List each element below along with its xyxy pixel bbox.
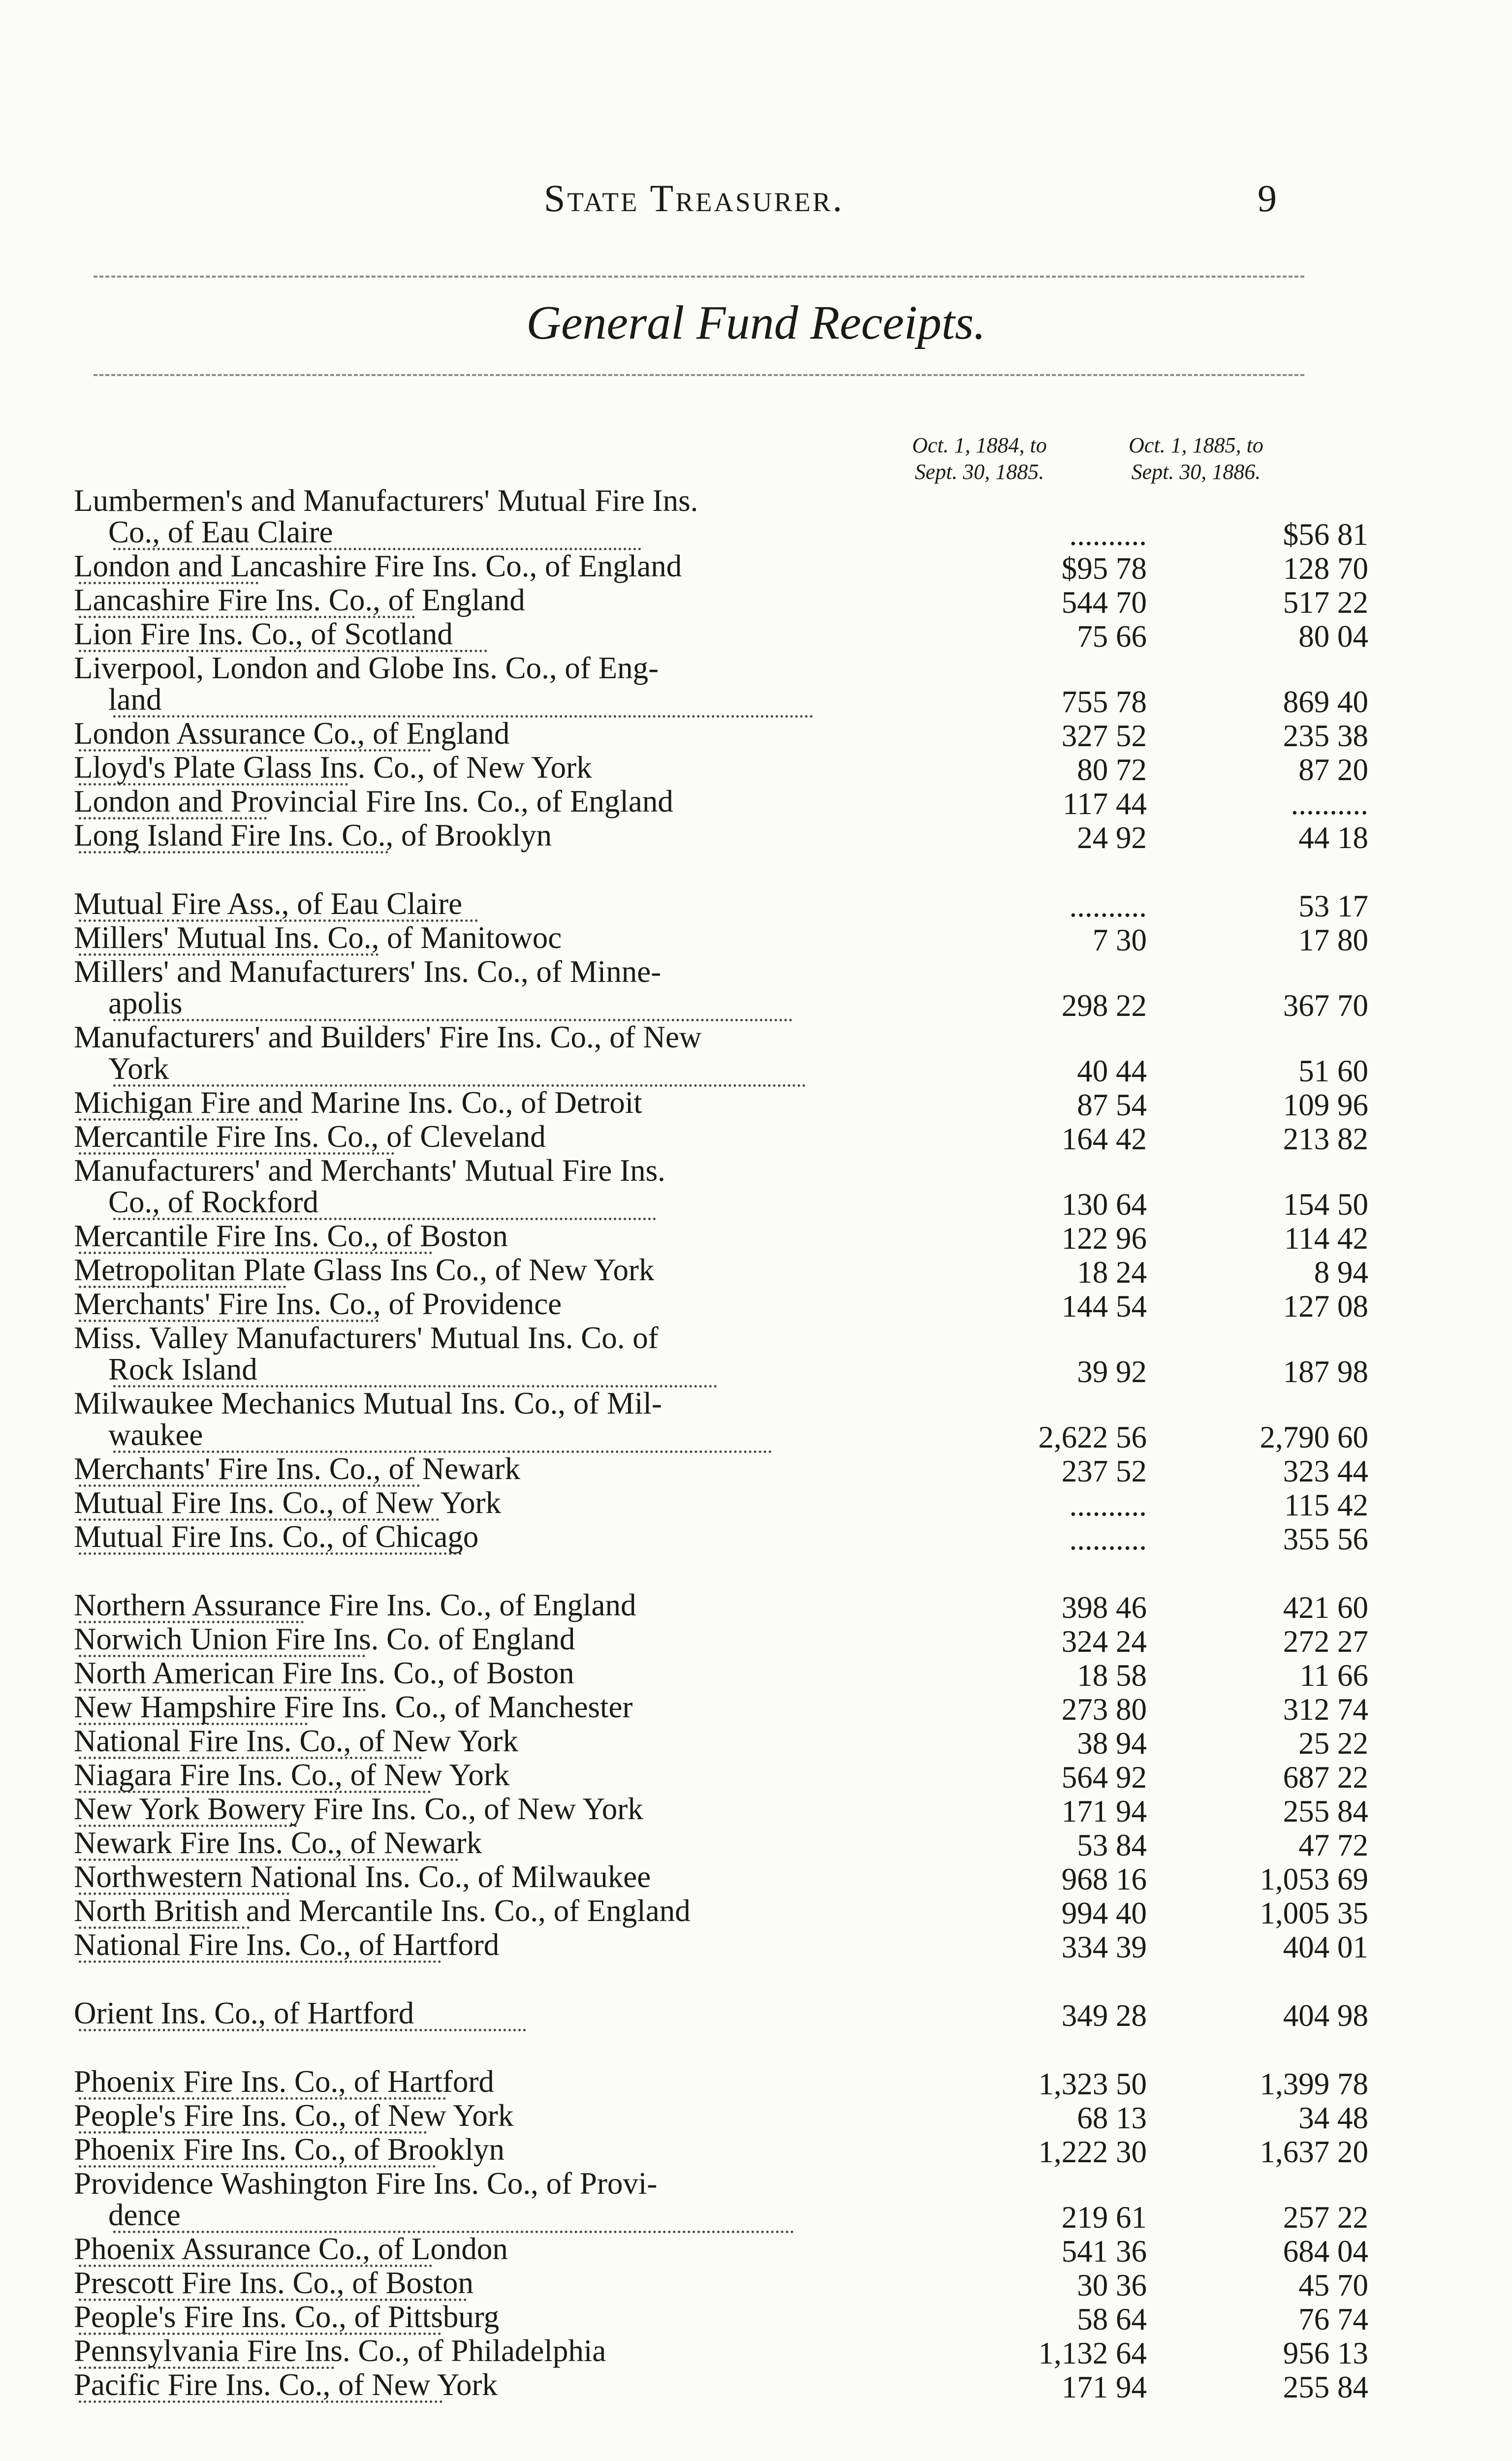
- table-row: [74, 1386, 1368, 1454]
- company-name-line: New York Bowery Fire Ins. Co., of New York: [74, 1792, 643, 1826]
- amount-1886: 1,005 35: [1260, 1896, 1368, 1930]
- amount-1886: 404 01: [1283, 1930, 1368, 1964]
- company-name-line: Pacific Fire Ins. Co., of New York: [74, 2367, 498, 2402]
- table-row: [74, 1724, 1368, 1761]
- company-name-line: Niagara Fire Ins. Co., of New York: [74, 1758, 510, 1792]
- table-row: [74, 2367, 1368, 2404]
- amount-1885: 40 44: [1077, 1054, 1147, 1088]
- amount-1886: 109 96: [1283, 1088, 1368, 1122]
- amount-1886: 114 42: [1284, 1221, 1368, 1256]
- company-name-line: Metropolitan Plate Glass Ins Co., of New York: [74, 1253, 655, 1287]
- table-row: [74, 1588, 1368, 1625]
- entry-group: [74, 886, 1368, 1556]
- table-row: [74, 1485, 1368, 1522]
- company-name: [74, 1155, 876, 1220]
- company-name-line: National Fire Ins. Co., of New York: [74, 1724, 518, 1758]
- amount-1885: 171 94: [1061, 1794, 1147, 1829]
- company-name: [74, 922, 876, 956]
- amount-1885: 324 24: [1061, 1624, 1147, 1659]
- company-name: [74, 485, 876, 550]
- table-row: [74, 954, 1368, 1023]
- amount-1885: ..........: [1069, 889, 1147, 923]
- amount-1886: 45 70: [1298, 2268, 1368, 2303]
- company-name: [74, 1997, 876, 2031]
- company-name: [74, 2134, 876, 2168]
- company-name: [74, 2100, 876, 2134]
- company-name: [74, 1895, 876, 1929]
- company-name-line: Mercantile Fire Ins. Co., of Boston: [74, 1219, 508, 1253]
- entry-group: [74, 1996, 1368, 2033]
- company-name-line: Northwestern National Ins. Co., of Milwaukee: [74, 1860, 651, 1894]
- company-name: [74, 1087, 876, 1121]
- company-name: [74, 1691, 876, 1725]
- amount-1885: 30 36: [1077, 2268, 1147, 2303]
- amount-1886: 2,790 60: [1260, 1420, 1368, 1454]
- table-row: [74, 2166, 1368, 2235]
- amount-1886: 956 13: [1283, 2336, 1368, 2370]
- amount-1885: 237 52: [1061, 1454, 1147, 1488]
- company-name: [74, 584, 876, 618]
- table-row: [74, 1893, 1368, 1930]
- amount-1885: 273 80: [1061, 1692, 1147, 1727]
- company-name: [74, 1589, 876, 1623]
- amount-1886: 80 04: [1298, 619, 1368, 654]
- receipts-table: [74, 483, 1368, 2437]
- company-name: [74, 718, 876, 752]
- table-row: [74, 2232, 1368, 2269]
- amount-1886: 128 70: [1283, 551, 1368, 586]
- amount-1886: 272 27: [1283, 1624, 1368, 1659]
- amount-1886: 235 38: [1283, 719, 1368, 753]
- amount-1885: 18 58: [1077, 1658, 1147, 1693]
- amount-1886: 187 98: [1283, 1355, 1368, 1389]
- company-name-line: London and Lancashire Fire Ins. Co., of England: [74, 549, 682, 583]
- company-name-line: Phoenix Fire Ins. Co., of Brooklyn: [74, 2132, 504, 2167]
- amount-1885: 68 13: [1077, 2101, 1147, 2135]
- amount-1885: 58 64: [1077, 2302, 1147, 2336]
- amount-1885: ..........: [1069, 1522, 1147, 1556]
- table-row: [74, 651, 1368, 719]
- bottom-rule: [94, 374, 1304, 376]
- amount-1886: 1,399 78: [1260, 2067, 1368, 2101]
- amount-1886: 44 18: [1298, 820, 1368, 855]
- company-name: [74, 1322, 876, 1388]
- amount-1886: 869 40: [1283, 685, 1368, 719]
- table-row: [74, 483, 1368, 552]
- amount-1885: 122 96: [1061, 1221, 1147, 1256]
- company-name: [74, 1388, 876, 1453]
- amount-1885: 544 70: [1061, 585, 1147, 620]
- amount-1886: 76 74: [1298, 2302, 1368, 2336]
- table-row: [74, 1119, 1368, 1156]
- amount-1886: 312 74: [1283, 1692, 1368, 1727]
- amount-1885: 130 64: [1061, 1187, 1147, 1222]
- table-row: [74, 1085, 1368, 1122]
- company-name-line: Co., of Rockford: [108, 1185, 318, 1219]
- table-row: [74, 2266, 1368, 2303]
- company-name: [74, 752, 876, 786]
- amount-1885: 75 66: [1077, 619, 1147, 654]
- company-name-line: Lancashire Fire Ins. Co., of England: [74, 583, 525, 617]
- amount-1886: 687 22: [1283, 1760, 1368, 1795]
- company-name: [74, 1657, 876, 1691]
- amount-1885: 117 44: [1063, 787, 1147, 821]
- table-row: [74, 1321, 1368, 1389]
- amount-1886: 47 72: [1298, 1828, 1368, 1862]
- table-row: [74, 1622, 1368, 1659]
- company-name-line: Manufacturers' and Merchants' Mutual Fire Ins.: [74, 1153, 665, 1188]
- amount-1886: 51 60: [1298, 1054, 1368, 1088]
- entry-group: [74, 1588, 1368, 1964]
- amount-1885: 24 92: [1077, 820, 1147, 855]
- amount-1885: 564 92: [1061, 1760, 1147, 1795]
- amount-1886: 255 84: [1283, 1794, 1368, 1829]
- amount-1886: 1,637 20: [1260, 2135, 1368, 2169]
- amount-1885: 349 28: [1061, 1998, 1147, 2033]
- table-row: [74, 1826, 1368, 1862]
- column-header-line: Sept. 30, 1886.: [1131, 460, 1261, 484]
- table-row: [74, 716, 1368, 753]
- amount-1886: 257 22: [1283, 2200, 1368, 2235]
- amount-1886: $56 81: [1283, 517, 1368, 552]
- amount-1886: 87 20: [1298, 753, 1368, 787]
- company-name-line: Northern Assurance Fire Ins. Co., of England: [74, 1588, 636, 1622]
- amount-1885: 1,132 64: [1038, 2336, 1147, 2370]
- amount-1885: 327 52: [1061, 719, 1147, 753]
- running-head: [0, 176, 1512, 221]
- amount-1885: 164 42: [1061, 1122, 1147, 1156]
- table-row: [74, 920, 1368, 957]
- company-name-line: National Fire Ins. Co., of Hartford: [74, 1927, 500, 1962]
- table-row: [74, 1253, 1368, 1290]
- column-header-line: Oct. 1, 1884, to: [912, 433, 1047, 457]
- company-name: [74, 1220, 876, 1254]
- table-row: [74, 1287, 1368, 1324]
- column-header-line: Sept. 30, 1885.: [914, 460, 1044, 484]
- amount-1886: 34 48: [1298, 2101, 1368, 2135]
- amount-1886: 421 60: [1283, 1590, 1368, 1625]
- company-name-line: Lumbermen's and Manufacturers' Mutual Fire Ins.: [74, 483, 698, 518]
- amount-1886: 17 80: [1298, 923, 1368, 957]
- company-name-line: Manufacturers' and Builders' Fire Ins. Co., of New: [74, 1020, 702, 1054]
- table-row: [74, 1020, 1368, 1088]
- amount-1885: 7 30: [1092, 923, 1147, 957]
- table-row: [74, 617, 1368, 654]
- company-name-line: London and Provincial Fire Ins. Co., of England: [74, 784, 673, 819]
- company-name: [74, 618, 876, 652]
- amount-1885: 219 61: [1061, 2200, 1147, 2235]
- company-name-line: waukee: [108, 1418, 203, 1452]
- company-name-line: Millers' and Manufacturers' Ins. Co., of Minne-: [74, 954, 662, 989]
- table-row: [74, 750, 1368, 787]
- company-name: [74, 652, 876, 718]
- amount-1886: 1,053 69: [1260, 1862, 1368, 1896]
- amount-1885: 994 40: [1061, 1896, 1147, 1930]
- company-name: [74, 2335, 876, 2369]
- table-row: [74, 2300, 1368, 2336]
- company-name: [74, 1725, 876, 1759]
- company-name: [74, 2233, 876, 2267]
- company-name: [74, 1121, 876, 1155]
- company-name-line: London Assurance Co., of England: [74, 716, 510, 751]
- table-row: [74, 2334, 1368, 2370]
- table-row: [74, 818, 1368, 855]
- company-name: [74, 1793, 876, 1827]
- table-row: [74, 1153, 1368, 1222]
- amount-1885: 541 36: [1061, 2234, 1147, 2269]
- company-name: [74, 2369, 876, 2403]
- company-name-line: Prescott Fire Ins. Co., of Boston: [74, 2266, 473, 2300]
- table-row: [74, 2132, 1368, 2169]
- amount-1886: 11 66: [1299, 1658, 1368, 1693]
- company-name-line: Merchants' Fire Ins. Co., of Newark: [74, 1451, 521, 1486]
- amount-1886: 404 98: [1283, 1998, 1368, 2033]
- table-row: [74, 886, 1368, 923]
- table-row: [74, 1656, 1368, 1693]
- amount-1886: ..........: [1291, 787, 1368, 821]
- amount-1885: 334 39: [1061, 1930, 1147, 1964]
- table-row: [74, 1451, 1368, 1488]
- company-name: [74, 956, 876, 1021]
- amount-1886: 115 42: [1284, 1488, 1368, 1522]
- table-row: [74, 1927, 1368, 1964]
- table-row: [74, 1690, 1368, 1727]
- table-row: [74, 1996, 1368, 2033]
- amount-1885: $95 78: [1061, 551, 1147, 586]
- company-name: [74, 1288, 876, 1322]
- page-number: 9: [1258, 177, 1277, 220]
- company-name-line: Milwaukee Mechanics Mutual Ins. Co., of Mil-: [74, 1386, 662, 1420]
- company-name-line: Co., of Eau Claire: [108, 515, 333, 549]
- company-name-line: Mutual Fire Ins. Co., of Chicago: [74, 1519, 479, 1554]
- company-name: [74, 1521, 876, 1555]
- company-name-line: Lion Fire Ins. Co., of Scotland: [74, 617, 453, 651]
- company-name: [74, 2168, 876, 2233]
- company-name-line: North American Fire Ins. Co., of Boston: [74, 1656, 574, 1690]
- company-name-line: Pennsylvania Fire Ins. Co., of Philadelphia: [74, 2334, 606, 2368]
- section-title: General Fund Receipts.: [526, 296, 986, 349]
- table-row: [74, 549, 1368, 586]
- amount-1885: 2,622 56: [1038, 1420, 1147, 1454]
- table-row: [74, 583, 1368, 620]
- amount-1885: 87 54: [1077, 1088, 1147, 1122]
- company-name: [74, 2267, 876, 2301]
- company-name-line: Norwich Union Fire Ins. Co. of England: [74, 1622, 575, 1656]
- amount-1885: 755 78: [1061, 685, 1147, 719]
- company-name-line: York: [108, 1051, 169, 1086]
- company-name: [74, 1861, 876, 1895]
- table-row: [74, 2098, 1368, 2135]
- amount-1886: 213 82: [1283, 1122, 1368, 1156]
- company-name-line: Michigan Fire and Marine Ins. Co., of Detroit: [74, 1085, 642, 1120]
- amount-1886: 255 84: [1283, 2370, 1368, 2404]
- amount-1885: 968 16: [1061, 1862, 1147, 1896]
- company-name-line: Mercantile Fire Ins. Co., of Cleveland: [74, 1119, 546, 1154]
- company-name-line: Liverpool, London and Globe Ins. Co., of Eng-: [74, 651, 659, 685]
- amount-1886: 684 04: [1283, 2234, 1368, 2269]
- company-name-line: Phoenix Assurance Co., of London: [74, 2232, 508, 2266]
- amount-1885: 1,323 50: [1038, 2067, 1147, 2101]
- company-name: [74, 550, 876, 584]
- company-name-line: People's Fire Ins. Co., of New York: [74, 2098, 514, 2133]
- running-title: State Treasurer.: [544, 177, 844, 220]
- amount-1885: 53 84: [1077, 1828, 1147, 1862]
- company-name-line: Merchants' Fire Ins. Co., of Providence: [74, 1287, 562, 1321]
- company-name-line: Phoenix Fire Ins. Co., of Hartford: [74, 2064, 494, 2099]
- amount-1886: 127 08: [1283, 1289, 1368, 1324]
- company-name: [74, 2301, 876, 2335]
- company-name-line: Rock Island: [108, 1352, 257, 1387]
- table-row: [74, 2064, 1368, 2101]
- company-name-line: Newark Fire Ins. Co., of Newark: [74, 1826, 482, 1860]
- company-name: [74, 1929, 876, 1963]
- amount-1885: 39 92: [1077, 1355, 1147, 1389]
- company-name: [74, 1623, 876, 1657]
- amount-1886: 25 22: [1298, 1726, 1368, 1761]
- amount-1886: 323 44: [1283, 1454, 1368, 1488]
- company-name: [74, 1021, 876, 1087]
- company-name: [74, 1487, 876, 1521]
- company-name: [74, 1827, 876, 1861]
- company-name-line: land: [108, 682, 162, 717]
- amount-1886: 517 22: [1283, 585, 1368, 620]
- company-name-line: Orient Ins. Co., of Hartford: [74, 1996, 414, 2030]
- amount-1886: 53 17: [1298, 889, 1368, 923]
- company-name: [74, 1759, 876, 1793]
- company-name: [74, 888, 876, 922]
- amount-1885: ..........: [1069, 1488, 1147, 1522]
- table-row: [74, 1860, 1368, 1896]
- amount-1885: 18 24: [1077, 1255, 1147, 1290]
- entry-group: [74, 483, 1368, 855]
- company-name-line: Mutual Fire Ass., of Eau Claire: [74, 886, 463, 921]
- amount-1885: 171 94: [1061, 2370, 1147, 2404]
- amount-1885: 144 54: [1061, 1289, 1147, 1324]
- column-header-1886: [1090, 432, 1302, 485]
- company-name-line: Lloyd's Plate Glass Ins. Co., of New York: [74, 750, 592, 785]
- entry-group: [74, 2064, 1368, 2404]
- company-name-line: apolis: [108, 986, 183, 1020]
- amount-1886: 355 56: [1283, 1522, 1368, 1556]
- top-rule: [94, 276, 1304, 278]
- table-row: [74, 1758, 1368, 1795]
- amount-1886: 8 94: [1314, 1255, 1368, 1290]
- company-name-line: dence: [108, 2198, 181, 2232]
- company-name: [74, 1453, 876, 1487]
- amount-1885: 80 72: [1077, 753, 1147, 787]
- company-name-line: Millers' Mutual Ins. Co., of Manitowoc: [74, 920, 562, 955]
- table-row: [74, 784, 1368, 821]
- company-name-line: Providence Washington Fire Ins. Co., of Provi-: [74, 2166, 658, 2201]
- company-name-line: Miss. Valley Manufacturers' Mutual Ins. Co. of: [74, 1321, 659, 1355]
- table-row: [74, 1792, 1368, 1829]
- company-name-line: People's Fire Ins. Co., of Pittsburg: [74, 2300, 500, 2334]
- company-name-line: Long Island Fire Ins. Co., of Brooklyn: [74, 818, 552, 852]
- company-name-line: North British and Mercantile Ins. Co., of England: [74, 1893, 691, 1928]
- amount-1885: 1,222 30: [1038, 2135, 1147, 2169]
- company-name: [74, 786, 876, 820]
- amount-1886: 367 70: [1283, 988, 1368, 1023]
- column-header-1885: [876, 432, 1083, 485]
- column-header-line: Oct. 1, 1885, to: [1129, 433, 1263, 457]
- company-name-line: New Hampshire Fire Ins. Co., of Manchester: [74, 1690, 633, 1724]
- company-name: [74, 2066, 876, 2100]
- amount-1885: 298 22: [1061, 988, 1147, 1023]
- amount-1886: 154 50: [1283, 1187, 1368, 1222]
- company-name-line: Mutual Fire Ins. Co., of New York: [74, 1485, 502, 1520]
- amount-1885: 398 46: [1061, 1590, 1147, 1625]
- amount-1885: ..........: [1069, 517, 1147, 552]
- amount-1885: 38 94: [1077, 1726, 1147, 1761]
- company-name: [74, 820, 876, 853]
- table-row: [74, 1519, 1368, 1556]
- company-name: [74, 1254, 876, 1288]
- table-row: [74, 1219, 1368, 1256]
